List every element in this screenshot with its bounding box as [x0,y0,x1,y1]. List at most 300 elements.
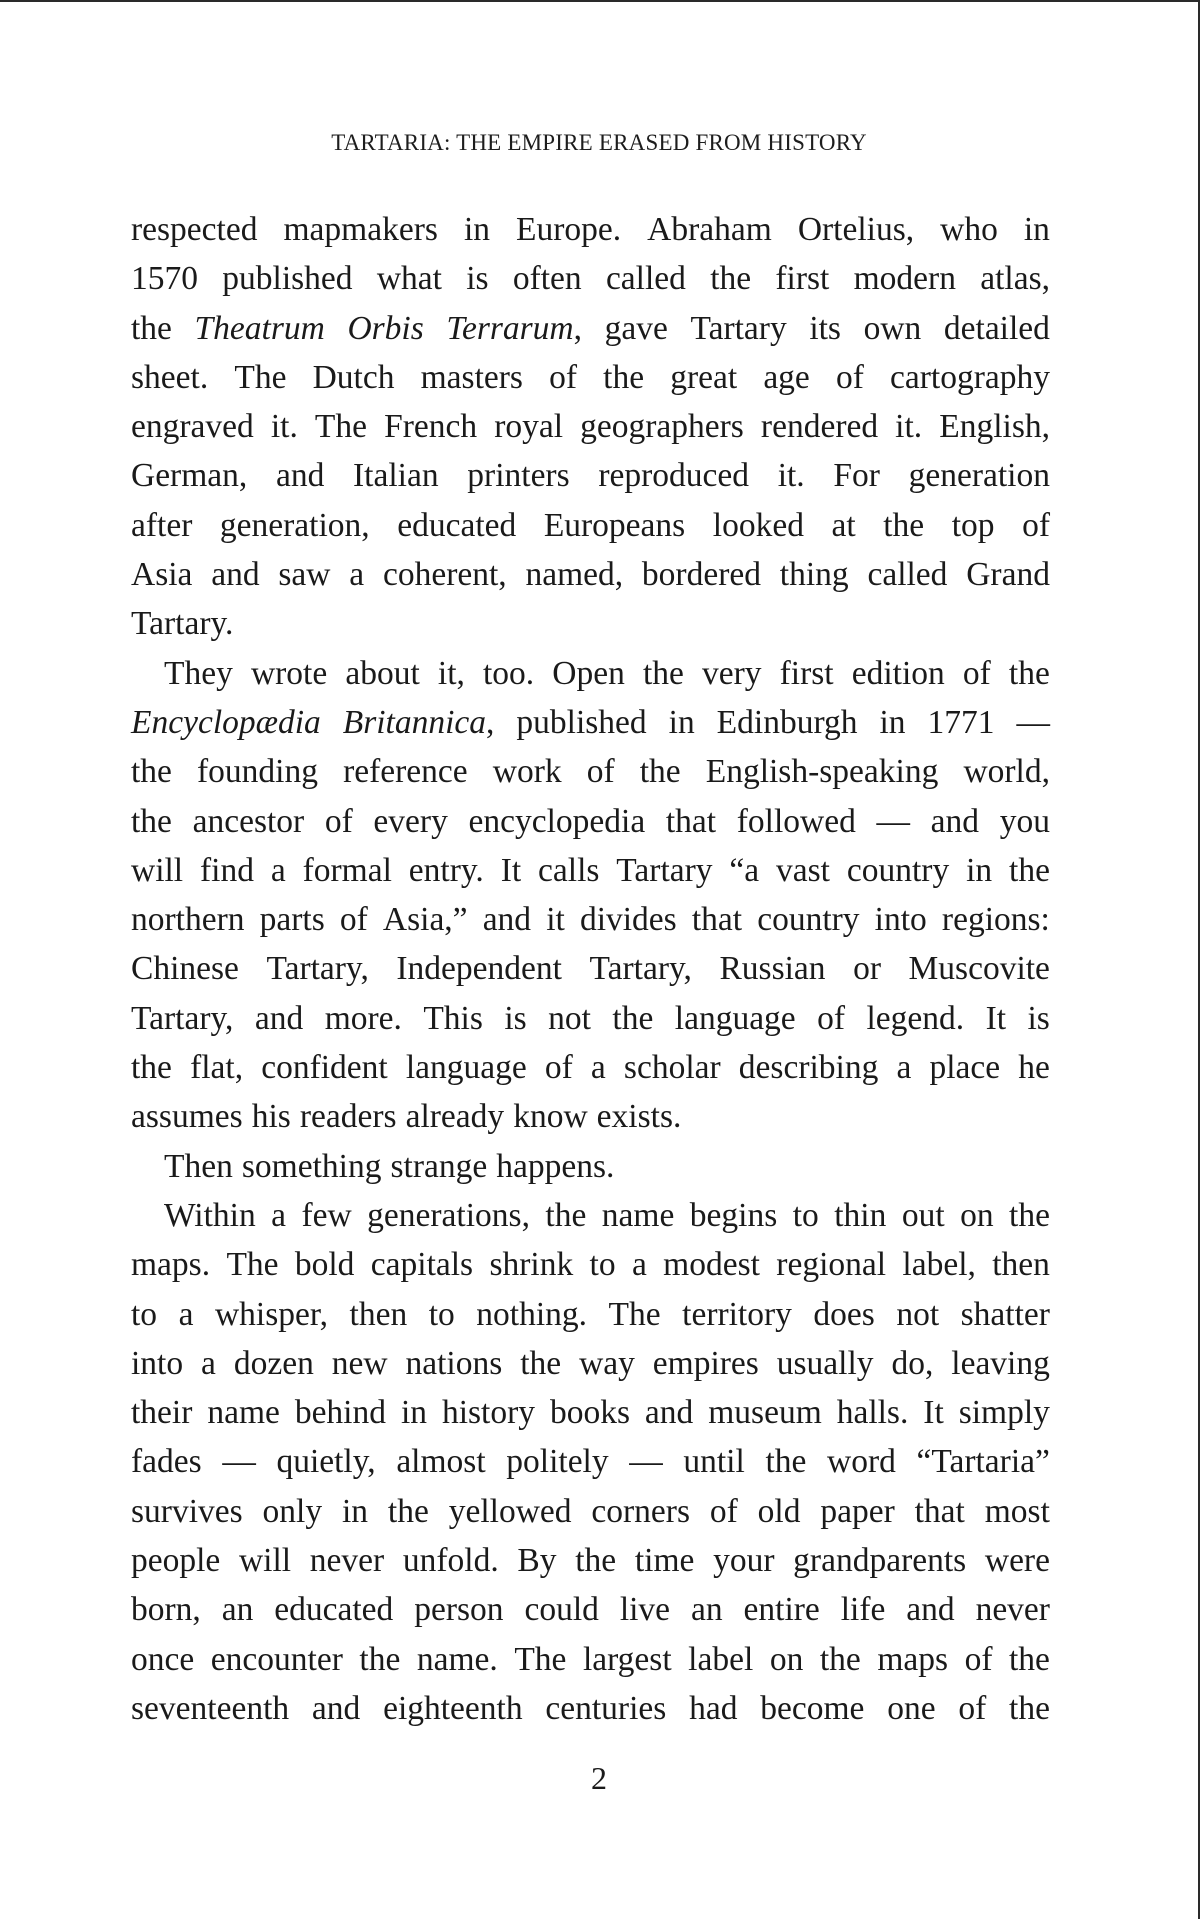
text-line [131,1585,1050,1634]
word: the [545,1196,587,1234]
word: Muscovite [908,950,1050,988]
word: world, [963,753,1050,791]
word: happens. [496,1147,615,1185]
text-line [131,944,1050,993]
word: will [238,1542,292,1580]
word: of [817,999,846,1037]
word: begins [689,1196,778,1234]
word: you [999,802,1050,840]
word: Within [164,1196,256,1234]
word: encyclopedia [468,802,646,840]
word: rendered [760,408,879,446]
word: survives [131,1492,243,1530]
word: and [906,1591,955,1629]
word: — [876,802,910,840]
word: whisper, [214,1295,329,1333]
word: top [951,506,995,544]
word: to [589,1246,616,1284]
word: Abraham [647,211,772,248]
text-line [131,1684,1050,1733]
text-line [131,1092,1050,1141]
text-line [131,402,1050,451]
word: the [1009,1689,1050,1727]
word: to [428,1295,455,1333]
text-line [131,649,1050,698]
word: does [813,1295,875,1333]
word: the [710,260,752,298]
word: leaving [951,1344,1050,1382]
word: the [131,1049,172,1087]
word: people [131,1542,221,1580]
word: Then [164,1147,233,1185]
word: of [958,1689,987,1727]
word: corners [591,1492,690,1530]
word: in [1023,211,1050,248]
word: nations [405,1344,503,1382]
word: ancestor [192,802,305,840]
text-line [131,1240,1050,1289]
word: life [840,1591,886,1629]
word: label, [902,1246,976,1284]
word: Britannica, [342,703,495,741]
word: new [331,1344,388,1382]
word: could [524,1591,599,1629]
word: — [222,1443,256,1481]
word: a [896,1049,912,1087]
word: generation, [219,506,370,544]
word: Dutch [312,358,395,396]
word: the [603,358,645,396]
word: already [405,1098,505,1136]
word: after [131,506,193,544]
word: in [463,211,490,248]
word: engraved [131,408,254,446]
text-line [131,254,1050,303]
text-line [131,797,1050,846]
word: never [975,1591,1050,1629]
word: French [384,408,478,446]
word: flat, [190,1049,244,1087]
word: “Tartaria” [916,1443,1050,1481]
text-line [131,747,1050,796]
word: 1570 [131,260,198,298]
text-line [131,994,1050,1043]
word: divides [579,901,677,939]
word: is [504,999,527,1037]
word: the [1009,851,1050,889]
word: territory [682,1295,792,1333]
word: into [874,901,927,939]
word: who [940,211,998,248]
word: grandparents [793,1542,967,1580]
text-line [131,1388,1050,1437]
word: generation [908,457,1050,495]
word: simply [958,1394,1050,1432]
word: — [1016,703,1050,741]
word: Edinburgh [716,703,858,741]
word: Tartary [690,309,787,347]
word: detailed [943,309,1050,347]
word: dozen [233,1344,314,1382]
word: exists. [596,1098,682,1136]
word: every [373,802,448,840]
word: Tartary, [589,950,692,988]
text-line [131,1635,1050,1684]
word: first [775,260,830,298]
word: of [586,753,615,791]
word: entry. [408,851,484,889]
word: were [984,1542,1050,1580]
word: Terrarum, [446,309,582,347]
text-line [131,599,1050,648]
word: of [964,1640,993,1678]
word: published [516,703,647,741]
text-line [131,1043,1050,1092]
word: and [211,556,260,594]
word: old [757,1492,801,1530]
word: in [879,703,906,741]
word: By [517,1542,557,1580]
word: saw [278,556,331,594]
word: and [275,457,325,495]
word: Tartary, [131,999,234,1037]
word: formal [302,851,392,889]
word: It [923,1394,944,1432]
word: readers [299,1098,397,1136]
text-line [131,1437,1050,1486]
running-head: TARTARIA: THE EMPIRE ERASED FROM HISTORY [331,130,867,155]
word: their [131,1394,193,1432]
word: once [131,1640,195,1678]
word: Independent [396,950,562,988]
word: 1771 [927,703,995,741]
word: an [690,1591,723,1629]
word: become [760,1689,865,1727]
word: the [612,999,654,1037]
word: called [867,556,948,594]
word: of [1022,506,1050,544]
word: educated [397,506,517,544]
word: maps [877,1640,949,1678]
word: capitals [370,1246,474,1284]
word: It [500,851,522,889]
word: published [222,260,353,298]
word: founding [197,753,318,791]
word: regional [776,1246,887,1284]
word: and [254,999,304,1037]
word: it. [270,408,298,446]
word: gave [604,309,668,347]
word: it, [437,654,465,692]
word: country [757,901,860,939]
word: northern [131,901,245,939]
word: the [131,753,172,791]
word: person [414,1591,504,1629]
word: scholar [623,1049,721,1087]
word: Europe. [516,211,622,248]
text-line [131,550,1050,599]
word: called [605,260,686,298]
word: that [665,802,717,840]
word: shatter [960,1295,1050,1333]
text-line [131,1339,1050,1388]
word: They [164,654,233,692]
word: then [992,1246,1050,1284]
word: For [833,457,880,495]
word: maps. [131,1246,211,1284]
word: at [831,506,856,544]
word: fades [131,1443,202,1481]
text-line [131,846,1050,895]
word: Encyclopædia [131,703,321,741]
word: Chinese [131,950,239,988]
word: modern [853,260,956,298]
word: of [339,901,368,939]
word: live [619,1591,671,1629]
word: Asia,” [382,901,468,939]
word: parts [259,901,325,939]
text-line [131,353,1050,402]
word: coherent, [382,556,507,594]
word: legend. [866,999,965,1037]
word: it. [777,457,805,495]
word: educated [274,1591,394,1629]
word: almost [396,1443,486,1481]
word: the [883,506,925,544]
text-line [131,451,1050,500]
word: modest [663,1246,760,1284]
word: Grand [966,556,1050,594]
word: only [262,1492,323,1530]
word: behind [294,1394,386,1432]
word: then [349,1295,408,1333]
word: it. [895,408,923,446]
word: respected [131,211,258,248]
word: masters [420,358,523,396]
word: Europeans [543,506,686,544]
word: Theatrum [194,309,325,347]
word: he [1018,1049,1050,1087]
word: Italian [353,457,439,495]
text-line [131,1290,1050,1339]
word: museum [708,1394,822,1432]
word: great [670,358,738,396]
text-line [131,698,1050,747]
word: not [548,999,591,1037]
text-line [131,205,1050,254]
word: Russian [719,950,826,988]
word: about [345,654,420,692]
word: your [713,1542,775,1580]
word: usually [776,1344,874,1382]
word: name [601,1196,675,1234]
word: empires [652,1344,759,1382]
word: the [359,1640,401,1678]
word: is [1027,999,1050,1037]
word: very [702,654,762,692]
word: Tartary [616,851,713,889]
word: It [985,999,1007,1037]
word: the [819,1640,861,1678]
word: the [575,1542,617,1580]
word: confident [261,1049,388,1087]
word: shrink [489,1246,574,1284]
word: a [271,1196,287,1234]
word: entire [743,1591,820,1629]
word: regions: [941,901,1050,939]
text-line [131,1142,1050,1191]
word: the [1009,1640,1050,1678]
word: printers [467,457,570,495]
word: too. [483,654,535,692]
word: yellowed [448,1492,572,1530]
word: in [966,851,993,889]
word: few [301,1196,352,1234]
word: politely [506,1443,609,1481]
word: royal [494,408,564,446]
word: history [441,1394,535,1432]
word: The [608,1295,661,1333]
word: and [930,802,980,840]
text-line [131,304,1050,353]
word: atlas, [980,260,1050,298]
word: named, [525,556,624,594]
text-line [131,501,1050,550]
word: cartography [890,358,1050,396]
word: way [579,1344,635,1382]
word: a [201,1344,216,1382]
word: to [792,1196,819,1234]
word: on [960,1196,994,1234]
word: and [482,901,532,939]
word: until [683,1443,745,1481]
word: quietly, [276,1443,376,1481]
word: name. [416,1640,498,1678]
word: and [644,1394,694,1432]
word: that [914,1492,965,1530]
word: place [929,1049,1001,1087]
word: will [131,851,184,889]
word: or [853,950,881,988]
word: sheet. [131,358,209,396]
word: the [1009,1196,1050,1234]
word: German, [131,457,248,495]
word: word [827,1443,896,1481]
word: the [131,309,172,347]
word: mapmakers [283,211,438,248]
word: “a [729,851,760,889]
word: looked [712,506,804,544]
word: own [863,309,922,347]
word: an [221,1591,254,1629]
word: halls. [836,1394,909,1432]
word: out [901,1196,945,1234]
word: work [492,753,562,791]
word: in [400,1394,427,1432]
word: geographers [580,408,744,446]
word: books [549,1394,630,1432]
word: most [984,1492,1050,1530]
word: first [779,654,834,692]
word: and [311,1689,361,1727]
word: This [423,999,483,1037]
word: English-speaking [705,753,939,791]
word: bordered [641,556,761,594]
word: the [131,802,172,840]
text-line [131,1487,1050,1536]
word: language [674,999,796,1037]
word: country [846,851,950,889]
word: the [765,1443,807,1481]
word: something [241,1147,382,1185]
word: often [512,260,582,298]
word: more. [324,999,402,1037]
word: never [309,1542,385,1580]
word: what [376,260,442,298]
word: encounter [210,1640,343,1678]
word: The [314,408,368,446]
word: in [341,1492,369,1530]
word: describing [738,1049,879,1087]
word: The [226,1246,279,1284]
word: label [688,1640,754,1678]
word: English, [939,408,1050,446]
word: do, [891,1344,934,1382]
word: name [207,1394,280,1432]
word: centuries [545,1689,667,1727]
word: that [691,901,743,939]
word: reference [343,753,468,791]
word: on [769,1640,804,1678]
word: strange [390,1147,488,1185]
text-line [131,895,1050,944]
word: Orbis [347,309,424,347]
word: nothing. [476,1295,588,1333]
word: the [1008,654,1050,692]
word: born, [131,1591,201,1629]
word: Asia [131,556,193,594]
word: had [689,1689,738,1727]
word: wrote [250,654,328,692]
word: a [590,1049,606,1087]
word: a [349,556,365,594]
word: into [131,1344,184,1382]
word: largest [582,1640,672,1678]
word: to [131,1295,158,1333]
word: followed [736,802,856,840]
text-line [131,1536,1050,1585]
word: the [520,1344,562,1382]
word: is [466,260,489,298]
word: Tartary, [266,950,369,988]
word: of [324,802,353,840]
word: edition [851,654,945,692]
word: time [634,1542,695,1580]
word: unfold. [402,1542,499,1580]
word: thing [779,556,849,594]
word: thin [834,1196,887,1234]
word: language [405,1049,527,1087]
text-line [131,1191,1050,1240]
word: find [200,851,254,889]
word: bold [294,1246,355,1284]
word: a [178,1295,194,1333]
word: the [642,654,684,692]
word: seventeenth [131,1689,290,1727]
word: The [234,358,287,396]
word: age [763,358,810,396]
word: of [835,358,864,396]
